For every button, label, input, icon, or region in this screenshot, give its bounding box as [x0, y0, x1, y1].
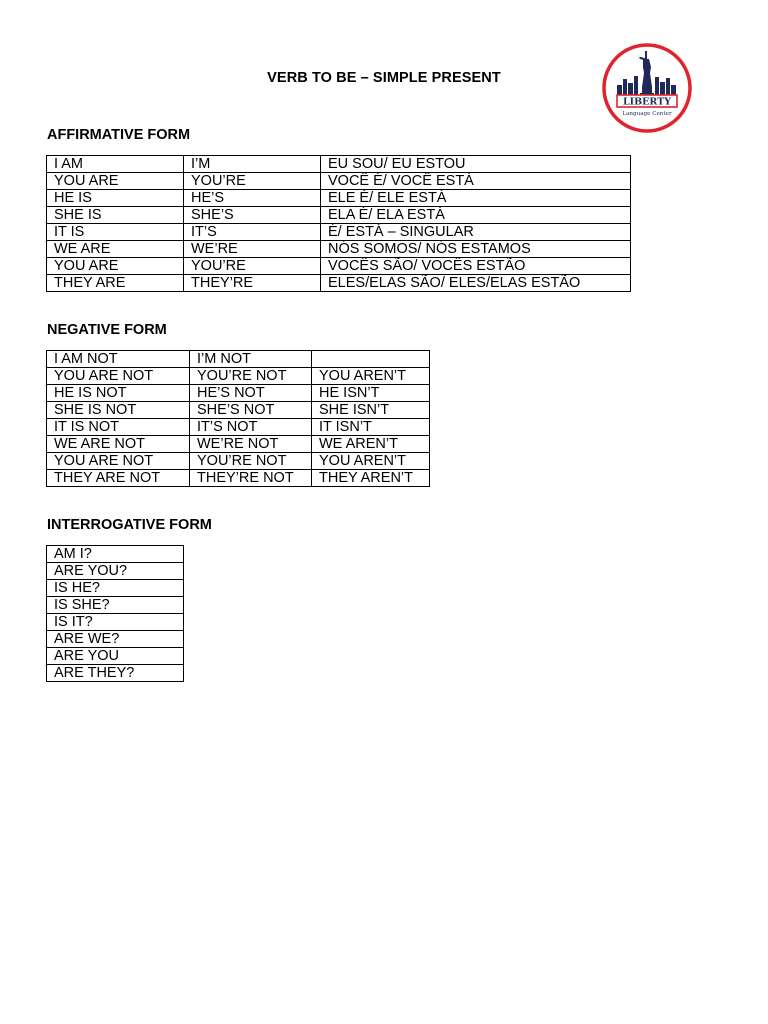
- table-cell: VOCÊ É/ VOCÊ ESTÁ: [321, 173, 631, 190]
- table-cell: EU SOU/ EU ESTOU: [321, 156, 631, 173]
- table-cell: IS SHE?: [47, 597, 184, 614]
- table-cell: IS HE?: [47, 580, 184, 597]
- table-cell: I AM: [47, 156, 184, 173]
- table-cell: I’M NOT: [190, 351, 312, 368]
- table-cell: WE’RE: [184, 241, 321, 258]
- table-cell: SHE’S NOT: [190, 402, 312, 419]
- table-cell: WE’RE NOT: [190, 436, 312, 453]
- table-cell: THEY ARE NOT: [47, 470, 190, 487]
- liberty-logo: [600, 43, 694, 133]
- table-row: [47, 597, 184, 614]
- table-cell: WE ARE NOT: [47, 436, 190, 453]
- logo-tagline: Language Center: [622, 111, 672, 117]
- table-row: [47, 580, 184, 597]
- table-row: [47, 224, 631, 241]
- table-cell: HE’S NOT: [190, 385, 312, 402]
- table-cell: VOCÊS SÃO/ VOCÊS ESTÃO: [321, 258, 631, 275]
- table-row: [47, 453, 430, 470]
- table-cell: YOU ARE NOT: [47, 453, 190, 470]
- table-cell: WE ARE: [47, 241, 184, 258]
- table-cell: HE’S: [184, 190, 321, 207]
- table-cell: SHE IS: [47, 207, 184, 224]
- table-cell: IT IS NOT: [47, 419, 190, 436]
- table-row: [47, 546, 184, 563]
- table-cell: HE ISN’T: [312, 385, 430, 402]
- table-cell: ELA É/ ELA ESTÁ: [321, 207, 631, 224]
- table-cell: IT’S: [184, 224, 321, 241]
- table-cell: AM I?: [47, 546, 184, 563]
- table-row: [47, 419, 430, 436]
- table-cell: [312, 351, 430, 368]
- interrogative-heading: INTERROGATIVE FORM: [47, 517, 212, 533]
- table-row: [47, 351, 430, 368]
- table-cell: HE IS NOT: [47, 385, 190, 402]
- table-cell: IT IS: [47, 224, 184, 241]
- table-cell: YOU’RE: [184, 173, 321, 190]
- table-row: [47, 258, 631, 275]
- table-cell: IT ISN’T: [312, 419, 430, 436]
- table-row: [47, 190, 631, 207]
- table-cell: ARE WE?: [47, 631, 184, 648]
- table-row: [47, 436, 430, 453]
- table-row: [47, 385, 430, 402]
- table-cell: YOU’RE: [184, 258, 321, 275]
- table-row: [47, 614, 184, 631]
- table-cell: YOU’RE NOT: [190, 453, 312, 470]
- page-title: VERB TO BE – SIMPLE PRESENT: [267, 70, 501, 86]
- table-cell: YOU’RE NOT: [190, 368, 312, 385]
- table-cell: THEY’RE NOT: [190, 470, 312, 487]
- table-cell: SHE’S: [184, 207, 321, 224]
- table-cell: ARE YOU?: [47, 563, 184, 580]
- table-cell: ELE É/ ELE ESTÁ: [321, 190, 631, 207]
- table-cell: IT’S NOT: [190, 419, 312, 436]
- table-row: [47, 665, 184, 682]
- table-row: [47, 156, 631, 173]
- interrogative-table: [46, 545, 184, 682]
- table-cell: YOU ARE: [47, 258, 184, 275]
- table-row: [47, 368, 430, 385]
- table-cell: SHE IS NOT: [47, 402, 190, 419]
- table-cell: I AM NOT: [47, 351, 190, 368]
- table-cell: THEY AREN’T: [312, 470, 430, 487]
- table-cell: ARE YOU: [47, 648, 184, 665]
- table-row: [47, 648, 184, 665]
- table-cell: É/ ESTÁ – SINGULAR: [321, 224, 631, 241]
- table-cell: THEY ARE: [47, 275, 184, 292]
- table-cell: I’M: [184, 156, 321, 173]
- table-row: [47, 563, 184, 580]
- table-row: [47, 402, 430, 419]
- negative-table: [46, 350, 430, 487]
- table-cell: THEY’RE: [184, 275, 321, 292]
- table-row: [47, 275, 631, 292]
- table-cell: WE AREN’T: [312, 436, 430, 453]
- table-cell: SHE ISN’T: [312, 402, 430, 419]
- table-row: [47, 207, 631, 224]
- table-row: [47, 173, 631, 190]
- table-cell: ARE THEY?: [47, 665, 184, 682]
- table-cell: YOU AREN’T: [312, 368, 430, 385]
- table-cell: IS IT?: [47, 614, 184, 631]
- table-cell: YOU ARE: [47, 173, 184, 190]
- table-cell: ELES/ELAS SÃO/ ELES/ELAS ESTÃO: [321, 275, 631, 292]
- table-cell: NÓS SOMOS/ NÓS ESTAMOS: [321, 241, 631, 258]
- logo-name: LIBERTY: [623, 96, 671, 108]
- table-cell: HE IS: [47, 190, 184, 207]
- table-cell: YOU AREN’T: [312, 453, 430, 470]
- table-cell: YOU ARE NOT: [47, 368, 190, 385]
- affirmative-table: [46, 155, 631, 292]
- table-row: [47, 470, 430, 487]
- table-row: [47, 631, 184, 648]
- negative-heading: NEGATIVE FORM: [47, 322, 167, 338]
- affirmative-heading: AFFIRMATIVE FORM: [47, 127, 191, 143]
- table-row: [47, 241, 631, 258]
